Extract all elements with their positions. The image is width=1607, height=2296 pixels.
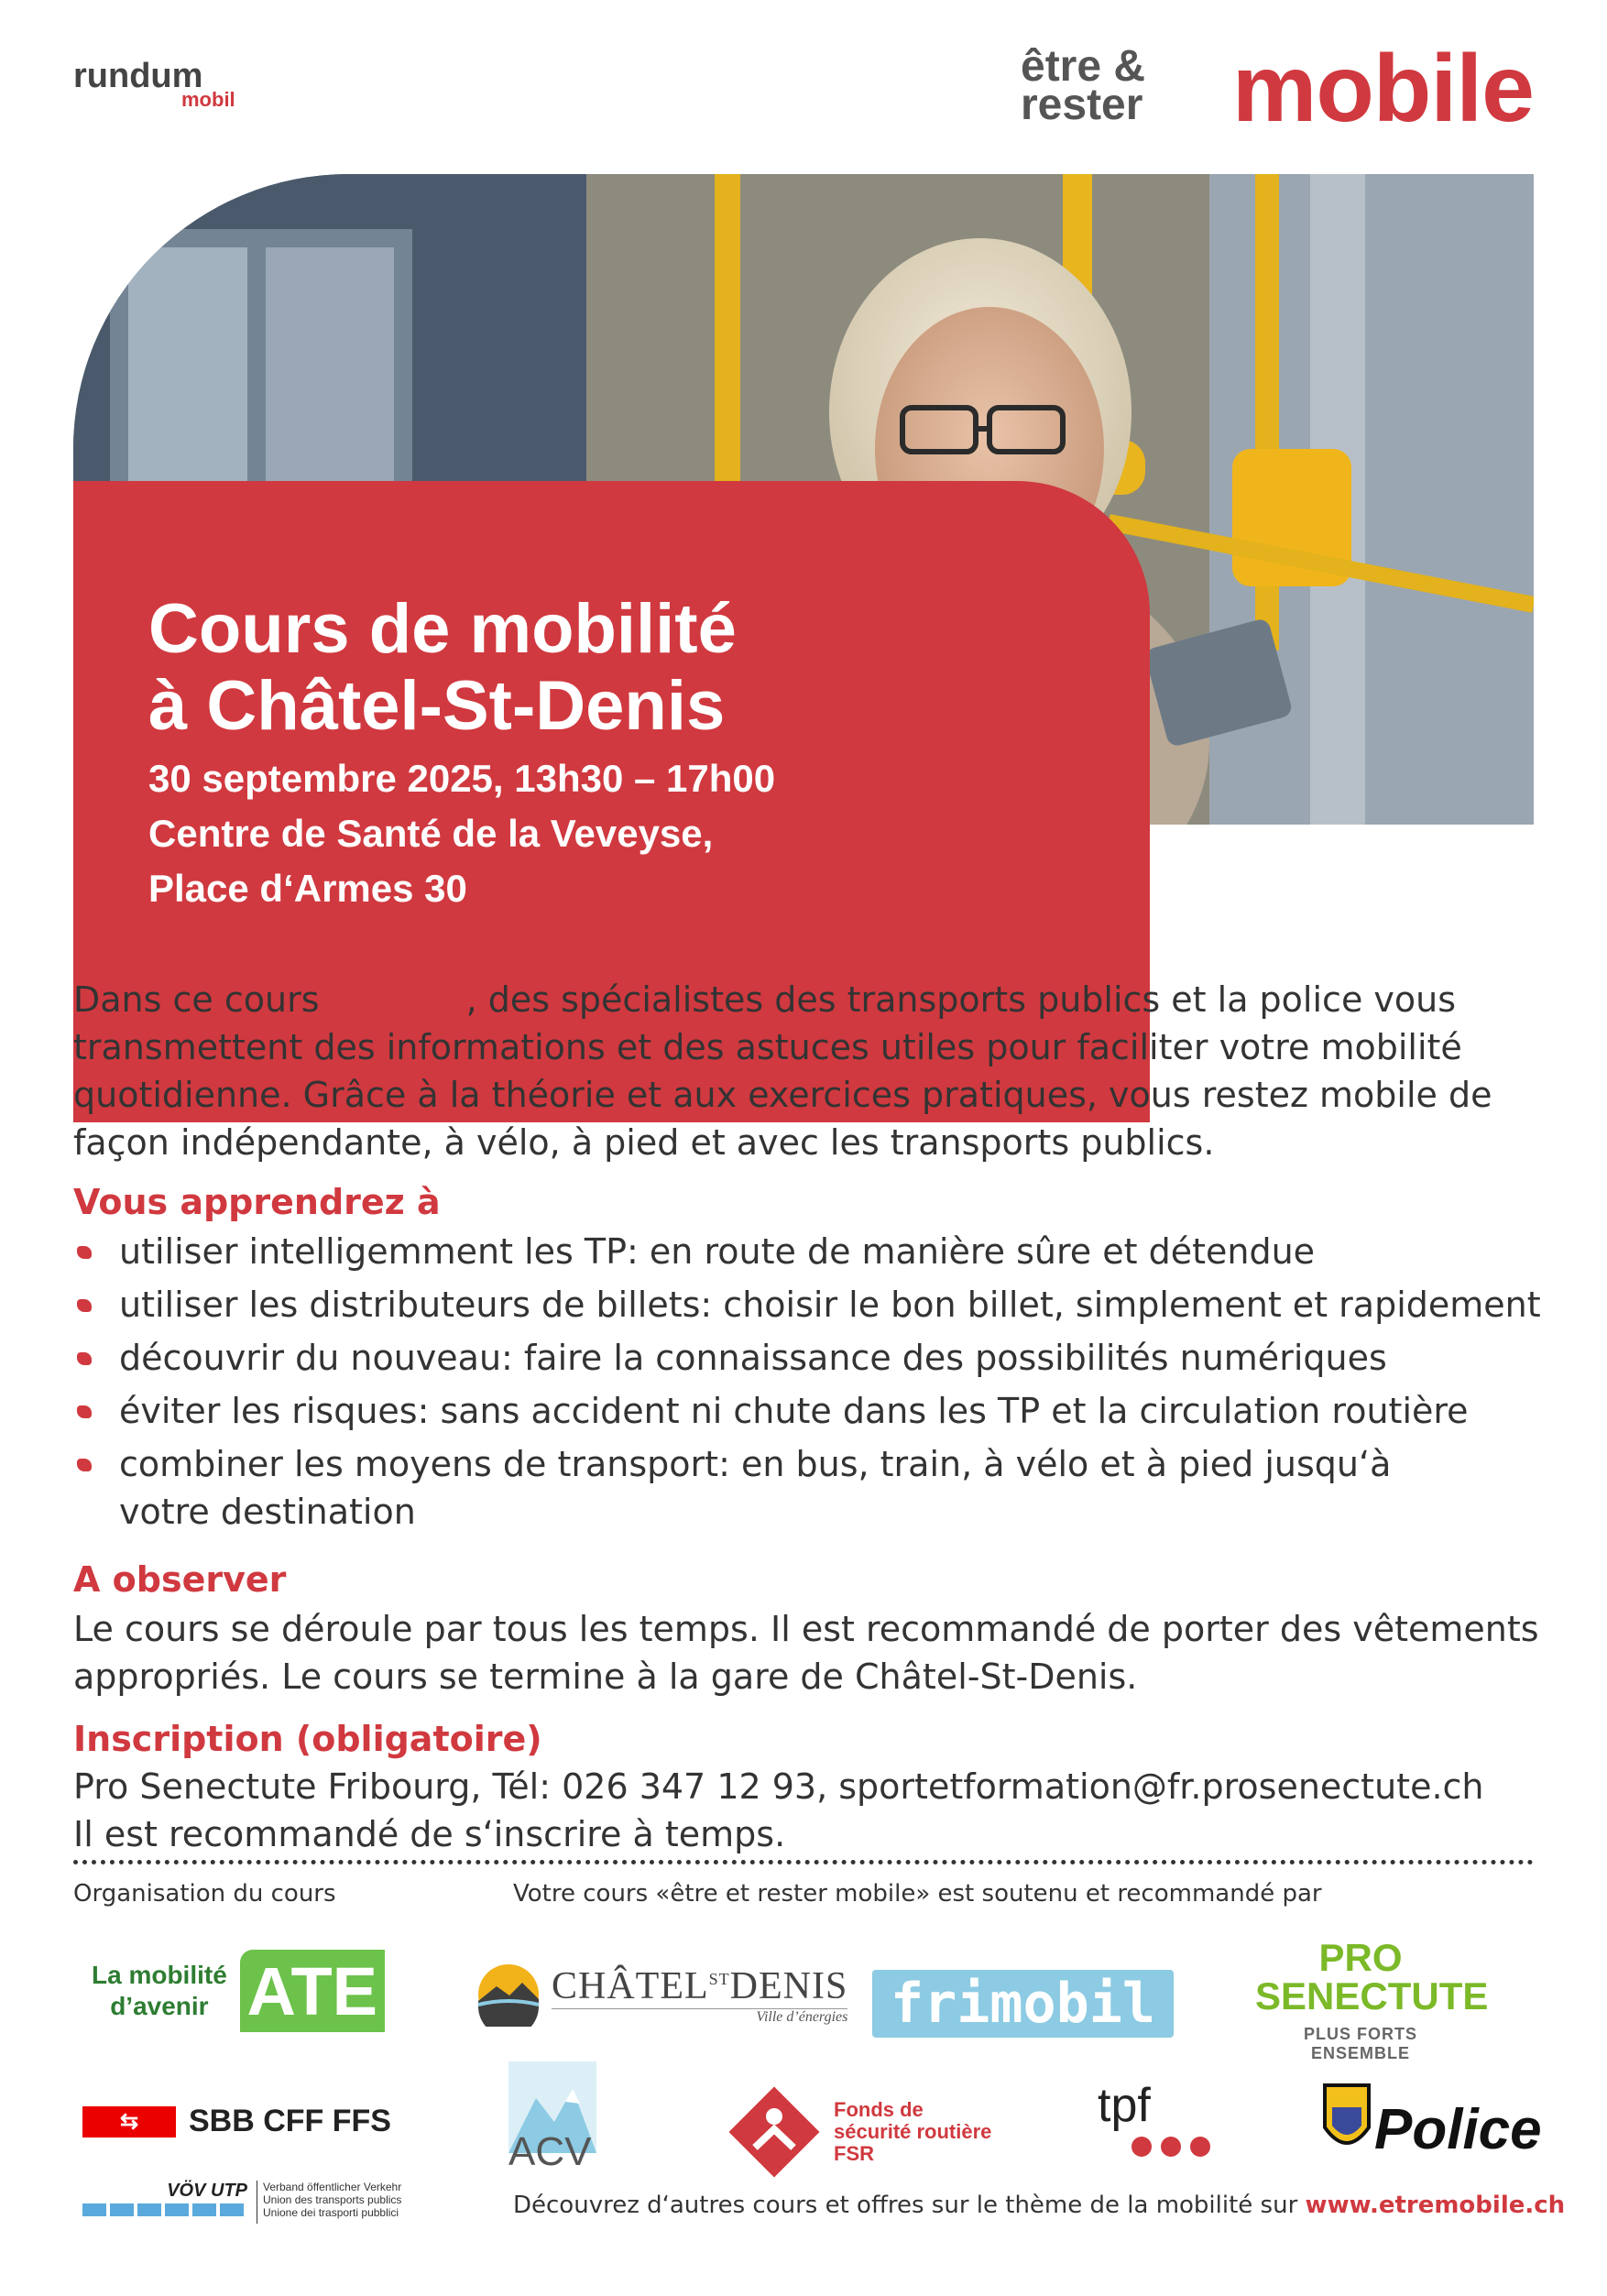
vov-utp-logo — [82, 2181, 401, 2224]
ate-logo — [92, 1950, 385, 2032]
support-caption: Votre cours «être et rester mobile» est soutenu et recommandé par — [513, 1880, 1322, 1908]
observe-heading: A observer — [73, 1559, 287, 1600]
rundum-logo-text: rundum — [73, 57, 203, 95]
learn-heading: Vous apprendrez à — [73, 1182, 441, 1222]
intro-text-after: , des spécialistes des transports publics et la police vous transmettent des informations et des astuces utiles pour faciliter votre mobilité quotidienne. Grâce à la théorie et aux exercices pratiques, vous restez mobile de façon indépendante, à vélo, à pied et avec les transports publics. — [73, 979, 1492, 1163]
hero-venue-line2: Place d‘Armes 30 — [148, 867, 467, 910]
list-item: utiliser les distributeurs de billets: choisir le bon billet, simplement et rapidement — [73, 1281, 1558, 1328]
list-item: utiliser intelligemment les TP: en route de manière sûre et détendue — [73, 1228, 1558, 1275]
intro-text-before: Dans ce cours — [73, 979, 331, 1020]
police-logo — [1319, 2080, 1542, 2162]
ate-text-line2: d’avenir — [110, 1992, 209, 2020]
tpf-dots-icon — [1131, 2133, 1241, 2160]
etre-logo-line1: être & — [1021, 42, 1146, 91]
list-item: découvrir du nouveau: faire la connaissance des possibilités numériques — [73, 1334, 1558, 1382]
acv-logo — [508, 2061, 646, 2175]
vov-line1: Verband öffentlicher Verkehr — [263, 2181, 402, 2193]
pro-line2: SENECTUTE — [1255, 1974, 1489, 2017]
fsr-emblem-icon — [724, 2082, 825, 2182]
fsr-logo — [724, 2082, 991, 2182]
registration-note: Il est recommandé de s‘inscrire à temps. — [73, 1814, 786, 1854]
hero-venue-line1: Centre de Santé de la Veveyse, — [148, 812, 714, 855]
footer-text — [513, 2192, 1565, 2219]
police-text: Police — [1374, 2098, 1542, 2161]
vov-line2: Union des transports publics — [263, 2193, 402, 2206]
organisation-caption: Organisation du cours — [73, 1880, 336, 1908]
list-item: combiner les moyens de transport: en bus, train, à vélo et à pied jusqu‘à votre destination — [73, 1440, 1448, 1536]
mobil-logo-text: mobil — [181, 88, 235, 111]
chatel-tagline: Ville d’énergies — [552, 2008, 847, 2026]
fsr-line1: Fonds de — [834, 2098, 924, 2121]
bullet-icon — [77, 1246, 92, 1259]
sbb-text: SBB CFF FFS — [189, 2104, 391, 2138]
chatel-denis-text: DENIS — [729, 1964, 848, 2007]
ate-text-line1: La mobilité — [92, 1961, 227, 1989]
chatel-name-text: CHÂTEL — [552, 1964, 709, 2007]
hero-title-line1: Cours de mobilité — [148, 590, 737, 668]
list-item: éviter les risques: sans accident ni chute dans les TP et la circulation routière — [73, 1387, 1558, 1435]
intro-highlight-free: gratuit — [330, 979, 466, 1020]
frimobil-logo: frimobil — [872, 1970, 1174, 2038]
hero-title — [148, 591, 737, 745]
vov-bars-icon — [82, 2202, 247, 2220]
rundum-mobil-logo — [73, 57, 235, 111]
fsr-line3: FSR — [834, 2142, 874, 2165]
etre-logo-line2: rester — [1021, 81, 1143, 129]
ate-box: ATE — [240, 1950, 385, 2032]
fsr-line2: sécurité routière — [834, 2120, 992, 2143]
bullet-icon — [77, 1299, 92, 1312]
observe-text: Le cours se déroule par tous les temps. Il est recommandé de porter des vêtements appropriés. Le cours se termine à la gare de Châtel-St-Denis. — [73, 1609, 1539, 1697]
registration-contact: Pro Senectute Fribourg, Tél: 026 347 12 93, sportetformation@fr.prosenectute.ch — [73, 1766, 1484, 1807]
registration-heading: Inscription (obligatoire) — [73, 1719, 542, 1759]
pro-senectute-logo — [1255, 1936, 1489, 2063]
pro-tagline: PLUS FORTS ENSEMBLE — [1303, 2025, 1417, 2062]
vov-line3: Unione dei trasporti pubblici — [263, 2206, 399, 2219]
acv-text: ACV — [508, 2129, 592, 2174]
footer-website-link[interactable]: www.etremobile.ch — [1305, 2192, 1566, 2219]
hero-date-time: 30 septembre 2025, 13h30 – 17h00 — [148, 757, 776, 800]
footer-lead: Découvrez d‘autres cours et offres sur le thème de la mobilité sur — [513, 2192, 1306, 2219]
vov-name: VÖV UTP — [167, 2181, 247, 2201]
chatel-st-text: ST — [708, 1969, 730, 1988]
dotted-divider — [73, 1860, 1534, 1864]
hero-title-line2: à Châtel-St-Denis — [148, 667, 726, 745]
etre-rester-mobile-logo — [1021, 36, 1534, 145]
swiss-rail-arrow-icon: ⇆ — [82, 2106, 176, 2137]
bullet-icon — [77, 1459, 92, 1471]
etre-logo-mobile: mobile — [1231, 36, 1534, 142]
tpf-text: tpf — [1098, 2079, 1151, 2132]
tpf-logo — [1098, 2078, 1241, 2164]
mountain-sun-icon — [476, 1963, 541, 2027]
bullet-icon — [77, 1405, 92, 1418]
intro-paragraph — [73, 976, 1539, 1166]
bullet-icon — [77, 1352, 92, 1365]
chatel-st-denis-logo — [476, 1963, 847, 2027]
learn-list — [73, 1228, 1558, 1541]
police-shield-icon — [1319, 2080, 1374, 2162]
pro-line1: PRO — [1318, 1936, 1403, 1979]
sbb-logo — [82, 2104, 391, 2139]
hero-details — [148, 751, 775, 916]
